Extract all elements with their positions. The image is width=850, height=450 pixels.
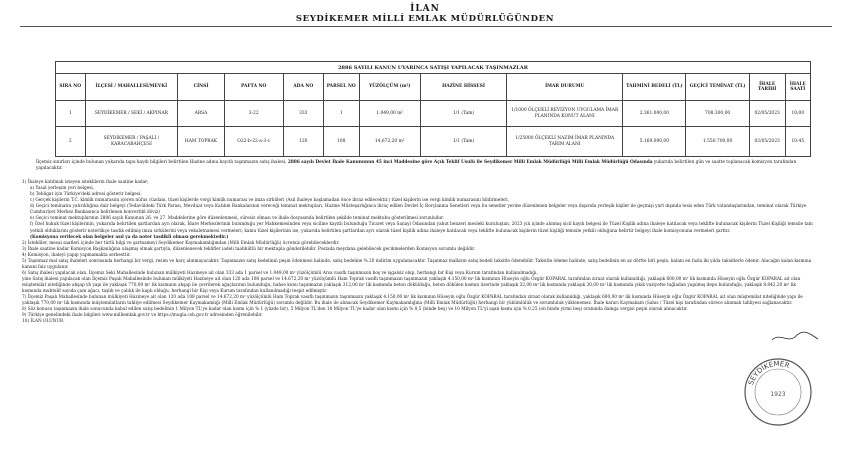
- condition-item: yine Satış ihalesi yapılacak olan İlçemiz Paşalı Mahallesinde bulunan mülkiyeti Hazineye ait olan 120 ada 108 parsel ve 14.672,20 m² yüzölçümlü Ham Toprak vasıflı taşınmazın taşınmazın yaklaşık 4.150,00 m² lik kısmının Hüseyin oğlu Özgür KOPARAL tarafından ziraat olarak kullanıldığı, yaklaşık 600,00 m² lik kısmında Hüseyin oğlu Özgür KOPARAL ait olan müştemilat niteliğinde ahşap vb yapı ile yaklaşık 770,00 m² lik kısmının ahşap ile çevrilerek ağaçlarının bulunduğu, bahse konu taşınmazın yaklaşık 312,00 m² lik kısmında beton dökülduğu, beton dökülen kısmın üzerinde yaklaşık 32,00 m² lik kısmında yaklaşık 30,00 m² lik kısmında yıkık vaziyette tuğladan yapılmış depo bulunduğu, yaklaşık 8.842,20 m² lik kısmında muhtelif sayıda çam ağacı, taşlık ve çalılık ile kaplı olduğu, herhangi bir Kişi veya Kurum tarafından kullanılmadığı tespit edilmiştir.: [22, 277, 801, 295]
- table-caption: 2886 SAYILI KANUN UYARINCA SATIŞI YAPILACAK TAŞINMAZLAR: [56, 62, 811, 74]
- stamp-year: 1923: [770, 391, 786, 398]
- property-table: [55, 61, 811, 157]
- condition-item: 4) Komisyon, ihaleyi yapıp yapmamakta serbesttir.: [22, 252, 131, 258]
- column-header: İHALE TARİHİ: [749, 74, 785, 101]
- condition-item: f) Özel hukuk tüzel kişilerinin, yukarıda belirtilen şartlardan ayrı olarak, İdare Merkezlerinin bulunduğu yer Mahkemesinden veya siciline kayıtlı bulunduğu Ticaret veya Sanayi Odasından yahut benzeri mesleki kuruluştan, 2023 yılı içinde alınmış sicil kaydı belgesi ile Tüzel Kişilik adına ihaleye katılacak veya teklifte bulunacak kişilerin Tüzel Kişiliği temsile tam yetkili olduklarını gösterir noterlikçe tasdik edilmiş imza sirkülerini veya vekaletnamesi vermeleri; kamu tüzel kişilerinin ise, yukarıda belirtilen şartlardan ayrı olarak tüzel kişilik adına ihaleye katılacak veya teklifte bulunacak kişilerin tüzel kişiliği temsile yetkili olduğuna belirtir belgeyi ihale komisyonuna vermeleri şarttır.: [30, 222, 813, 234]
- table-cell: 1/1000 ÖLÇEKLİ REVİZYON UYGULAMA İMAR PLANINDA KONUT ALANI: [507, 101, 623, 127]
- condition-item: e) Geçici teminat mektuplarının 2886 sayılı Kanunun 26. ve 27. Maddelerine göre düzenlenmesi, süresiz olması ve ihale dosyasında belirtilen şekilde teminat mektubu gösterilmesi zorunludur.: [30, 216, 445, 222]
- table-cell: 14.672,20 m²: [359, 127, 420, 157]
- condition-item: 6) Satış ihalesi yapılacak olan, İlçemiz Seki Mahallesinde bulunan mülkiyeti Hazineye ait olan 333 ada 1 parsel ve 1.049,00 m² yüzölçümlü Arsa vasıflı taşınmazın boş ve işgalsiz olup, herhangi bir Kişi veya Kurum tarafından kullanılmadığı,: [22, 270, 538, 276]
- table-cell: 10:45: [785, 127, 810, 157]
- office-title: SEYDİKEMER MİLLİ EMLAK MÜDÜRLÜĞÜNDEN: [295, 14, 555, 24]
- announcement-title: İLAN: [410, 4, 440, 14]
- table-cell: 108: [323, 127, 359, 157]
- intro-bold-text: 2886 sayılı Devlet İhale Kanununun 45 inci Maddesine göre Açık Teklif Usulü ile Seydikemer Milli Emlak Müdürlüğü Milli Emlak Müdürlüğü Odasında: [287, 160, 653, 165]
- condition-item: a) Yasal yerleşim yeri belgesi,: [30, 186, 95, 192]
- column-header: SIRA NO: [56, 74, 86, 101]
- table-cell: 3-22: [224, 101, 283, 127]
- condition-item: 2) İstekliler, mesai saatleri içinde her türlü bilgi ve şartnameyi Seydikemer Kaymakamlığından (Milli Emlak Müdürlüğü) ücretsiz görebileceklerdir.: [22, 240, 340, 246]
- column-header: ADA NO: [283, 74, 323, 101]
- condition-item: 3) İhale saatine kadar Komisyon Başkanlığına ulaşmış olmak şartıyla, düzenlenecek teklifler iadeli taahhütlü bir mektupla gönderilebilir. Postada meydana gelebilecek gecikmelerden Komisyon sorumlu değildir.: [22, 246, 476, 252]
- column-header: İMAR DURUMU: [507, 74, 623, 101]
- intro-text: İlçemiz sınırları içinde bulunan yukarıda tapu kaydı bilgileri belirtilen Hazine adına kayıtlı taşınmazın satış ihalesi,: [36, 160, 288, 165]
- table-cell: 1.550.700,00: [686, 127, 749, 157]
- table-cell: 1: [323, 101, 359, 127]
- table-cell: 02/05/2023: [749, 101, 785, 127]
- condition-item: 1) İhaleye katılmak isteyen isteklilerin ihale saatine kadar;: [22, 180, 149, 185]
- column-header: PARSEL NO: [323, 74, 359, 101]
- table-cell: 708.300,00: [686, 101, 749, 127]
- official-seal-stamp: [742, 356, 814, 428]
- table-cell: 5.169.000,00: [623, 127, 686, 157]
- condition-item: 8) Söz konusu taşınmazın ihale sonucunda kabul edilen satış bedelinin 1 Milyon TL'ye kadar olan kısmı için % 1 (yüzde bir), 5 Milyon TL'den 10 Milyon TL'ye kadar olan kısmı için % 0,5 (binde beş) ve 10 Milyon TL'yi aşan kısmı için % 0,25 (on binde yirmi beş) oranında damga vergisi peşin olarak alınacaktır.: [22, 307, 688, 313]
- intro-paragraph: [36, 160, 806, 172]
- column-header: YÜZÖLÇÜM (m²): [359, 74, 420, 101]
- table-row: [56, 101, 811, 127]
- condition-item: b) Tebligat için Türkiye'deki adresi gösterir belgesi,: [30, 192, 142, 198]
- table-header-row: [56, 74, 811, 101]
- table-cell: 02/05/2023: [749, 127, 785, 157]
- title-divider: [20, 26, 832, 27]
- table-cell: SEYDİKEMER / PAŞALI / KARACABAHÇESİ: [85, 127, 178, 157]
- column-header: TAHMİNİ BEDELİ (TL): [623, 74, 686, 101]
- column-header: İHALE SAATİ: [785, 74, 810, 101]
- table-row: [56, 127, 811, 157]
- table-cell: 1: [56, 101, 86, 127]
- signature: [770, 330, 820, 344]
- table-cell: 1/1 (Tam): [420, 101, 506, 127]
- table-cell: O22-b-22-a-3-c: [224, 127, 283, 157]
- table-cell: 2: [56, 127, 86, 157]
- intro-text-end: yukarıda belirtilen gün ve saatte toplanacak komisyon tarafından yapılacaktır.: [36, 160, 797, 172]
- column-header: HAZİNE HİSSESİ: [420, 74, 506, 101]
- table-cell: SEYDİKEMER / SEKİ / AKPINAR: [85, 101, 178, 127]
- column-header: CİNSİ: [178, 74, 224, 101]
- conditions-list: [22, 180, 814, 326]
- table-cell: 120: [283, 127, 323, 157]
- condition-item: 10) İLAN OLUNUR.: [22, 319, 65, 325]
- table-cell: HAM TOPRAK: [178, 127, 224, 157]
- condition-item: 5) Taşınmaz mal satış ihaleleri sonrasında herhangi bir vergi, resim ve harç alınmayacaktır. Taşınmazın satış bedelinin peşin ödenmesi halinde, satış bedeline % 20 indirim uygulanacaktır. Taşınmaz malların satış bedeli taksitle ödenebilir. Taksitle ödeme halinde, satış bedelinin en az dörtte biri peşin, kalanı en fazla iki yılda taksitlerle ödenir. Alacağın kalan kısmına kanuni faiz uygulanır.: [22, 258, 812, 270]
- column-header: PAFTA NO: [224, 74, 283, 101]
- condition-item: 9) Türkiye genelindeki ihale bilgileri www.milliemlak.gov.tr ve https://mugla.csb.gov.tr adresinden öğrenilebilir.: [22, 313, 263, 319]
- table-cell: 2.361.000,00: [623, 101, 686, 127]
- table-cell: 333: [283, 101, 323, 127]
- condition-item: c) Gerçek kişilerin T.C. kimlik numarasını içeren nüfus cüzdanı, tüzel kişilerde vergi kimlik numarası ve imza sirküleri (Asıl ihaleye başlamadan önce ibraz edilecektir.) tüzel kişilerin ise vergi kimlik numarasını bildirmeleri,: [30, 198, 509, 204]
- condition-item: (Komisyona verilecek olan belgeler asıl ya da noter tasdikli olması gerekmektedir.): [30, 234, 229, 240]
- column-header: İLÇESİ / MAHALLESİ/MEVKİ: [85, 74, 178, 101]
- table-cell: 1/25000 ÖLÇEKLİ NAZIM İMAR PLANINDA TARIM ALANI: [507, 127, 623, 157]
- column-header: GEÇİCİ TEMİNAT (TL): [686, 74, 749, 101]
- table-cell: 1/1 (Tam): [420, 127, 506, 157]
- condition-item: 7) İlçemiz Paşalı Mahallesinde bulunan mülkiyeti Hazineye ait olan 120 ada 108 parsel ve 14.672,20 m² yüzölçümlü Ham Toprak vasıflı taşınmazın taşınmazın yaklaşık 4.150,00 m² lik kısmının Hüseyin oğlu Özgür KOPARAL tarafından ziraat olarak kullanıldığı, yaklaşık 600,00 m² lik kısmında Hüseyin oğlu Özgür KOPARAL ait olan müştemilat niteliğinde yapı ile yaklaşık 770,00 m² lik kısmında müştemilatların tahliye edilmesi Seydikemer Kaymakamlığı (Milli Emlak Müdürlüğü) sorumlu değildir. Bu ihale ile alınacak Seydikemer Kaymakamlığına (Milli Emlak Müdürlüğü) herhangi bir yükümlülük ve sorumluluk yüklenemez. İhale kararı Kaymakam (Sahıs / Tüzel kişi tarafından sürece alınmalı tahliyesi sağlanacaktır.: [22, 295, 803, 307]
- table-cell: ARSA: [178, 101, 224, 127]
- svg-text:SEYDİKEMER: [747, 360, 791, 386]
- table-cell: 1.049,00 m²: [359, 101, 420, 127]
- stamp-arc-text: SEYDİKEMER: [747, 359, 791, 387]
- table-cell: 10:00: [785, 101, 810, 127]
- condition-item: d) Geçici teminatın yatırıldığına dair belgeyi (Tedavüldeki Türk Parası, Mevduat veya Katılım Bankalarının vereceği teminat mektupları, Hazine Müsteşarlığınca ihraç edilen Devlet İç Borçlanma Senetleri veya bu senetler yerine düzenlenen belgeler veya dışarıda yerleşik kişiler ile geçmişi yurt dışında tesis eden Türk vatandaşlarından, teminat olarak Türkiye Cumhuriyet Merkez Bankasınca belirlenen konvertibl döviz): [30, 204, 807, 216]
